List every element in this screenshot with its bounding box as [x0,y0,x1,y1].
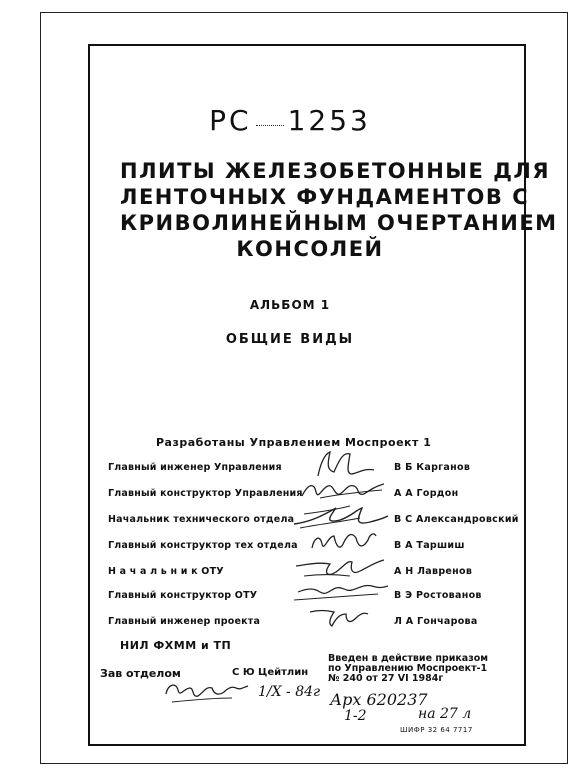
staff-role: Главный конструктор ОТУ [108,590,258,601]
staff-name: В Э Ростованов [394,590,482,601]
code-prefix: РС [209,104,252,137]
archive-sheet: 1-2 [344,708,367,724]
staff-name: А Н Лавренов [394,566,473,577]
archive-number: Арх 620237 [330,690,428,709]
code-number: 1253 [287,104,371,137]
title-line: КРИВОЛИНЕЙНЫМ ОЧЕРТАНИЕМ [120,211,558,235]
staff-role: Начальник технического отдела [108,514,295,525]
staff-name: В Б Карганов [394,462,471,473]
code-separator [256,125,284,126]
staff-role: Главный конструктор Управления [108,488,303,499]
staff-row [0,616,580,636]
album-label: АЛЬБОМ 1 [249,298,331,312]
subtitle: ОБЩИЕ ВИДЫ [225,332,355,347]
nil-label: НИЛ ФХММ и ТП [120,639,232,652]
order-note [328,654,488,684]
title-line: ПЛИТЫ ЖЕЛЕЗОБЕТОННЫЕ ДЛЯ [120,159,551,183]
order-line: № 240 от 27 VI 1984г [328,673,444,684]
dept-head-name: С Ю Цейтлин [232,667,309,678]
archive-count: на 27 л [418,706,472,722]
dept-head-role: Зав отделом [100,667,181,680]
title-line: ЛЕНТОЧНЫХ ФУНДАМЕНТОВ С [120,185,530,209]
archive-code: ШИФР 32 64 7717 [400,726,473,734]
staff-role: Н а ч а л ь н и к ОТУ [108,566,224,577]
staff-name: В С Александровский [394,514,519,525]
order-line: по Управлению Моспроект-1 [328,663,488,674]
staff-name: А А Гордон [394,488,459,499]
title-line: КОНСОЛЕЙ [236,237,384,261]
staff-role: Главный инженер проекта [108,616,261,627]
developed-by: Разработаны Управлением Моспроект 1 [156,436,432,449]
handwritten-date: 1/X - 84г [258,684,321,700]
staff-name: В А Таршиш [394,540,465,551]
signature-image [290,602,390,634]
order-line: Введен в действие приказом [328,653,489,664]
signature-image [162,676,252,706]
document-code [0,104,580,137]
staff-name: Л А Гончарова [394,616,478,627]
staff-role: Главный конструктор тех отдела [108,540,298,551]
staff-role: Главный инженер Управления [108,462,282,473]
document-title [120,158,558,262]
